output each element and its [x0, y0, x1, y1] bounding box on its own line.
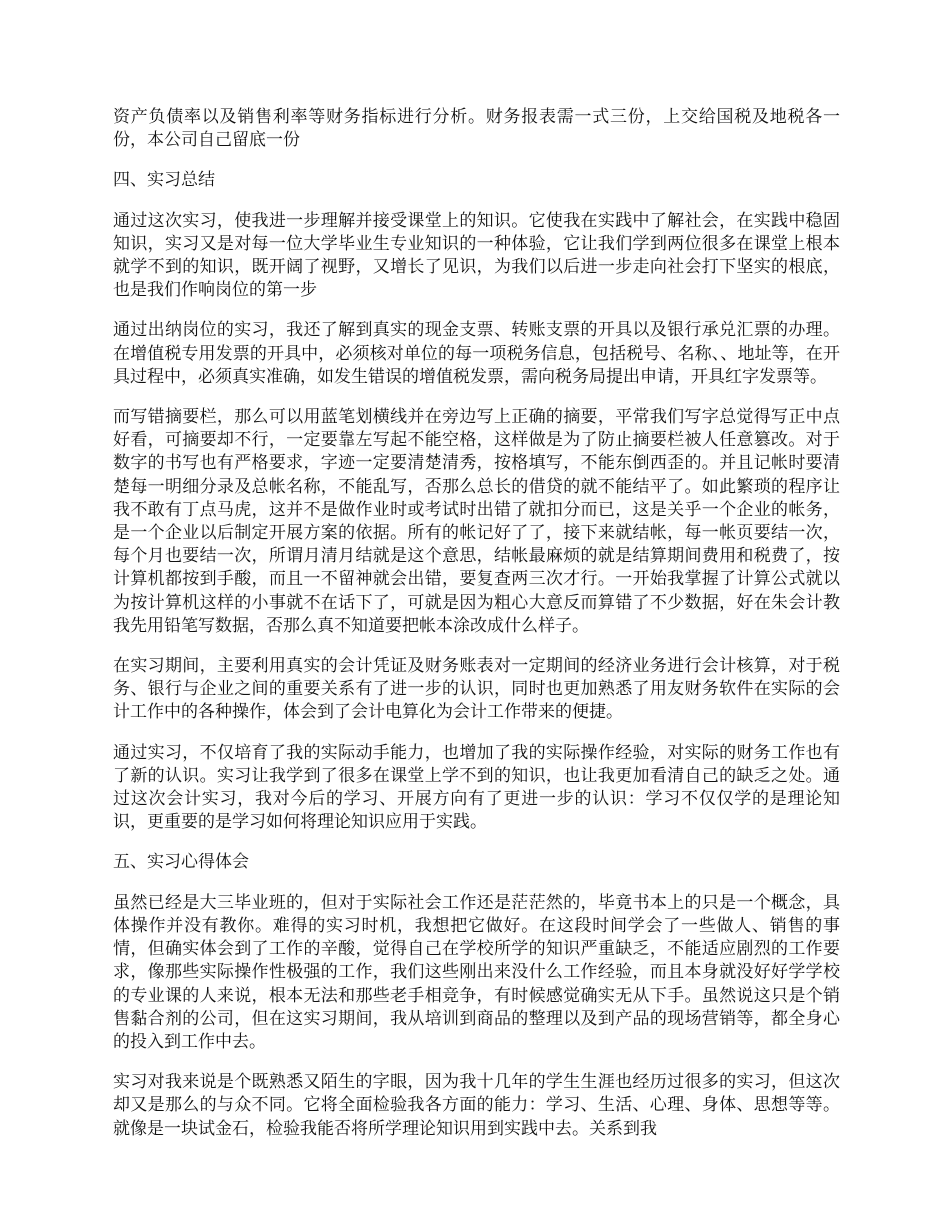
paragraph: 在实习期间，主要利用真实的会计凭证及财务账表对一定期间的经济业务进行会计核算，对于税务、银行与企业之间的重要关系有了进一步的认识，同时也更加熟悉了用友财务软件在实际的会计工作中的各种操作，体会到了会计电算化为会计工作带来的便捷。 — [113, 656, 840, 723]
paragraph: 而写错摘要栏，那么可以用蓝笔划横线并在旁边写上正确的摘要，平常我们写字总觉得写正中点好看，可摘要却不行，一定要靠左写起不能空格，这样做是为了防止摘要栏被人任意篡改。对于数字的书写也有严格要求，字迹一定要清楚清秀，按格填写，不能东倒西歪的。并且记帐时要清楚每一明细分录及总帐名称，不能乱写，否那么总长的借贷的就不能结平了。如此繁琐的程序让我不敢有丁点马虎，这并不是做作业时或考试时出错了就扣分而已，这是关乎一个企业的帐务，是一个企业以后制定开展方案的依据。所有的帐记好了了，接下来就结帐，每一帐页要结一次，每个月也要结一次，所谓月清月结就是这个意思，结帐最麻烦的就是结算期间费用和税费了，按计算机都按到手酸，而且一不留神就会出错，要复查两三次才行。一开始我掌握了计算公式就以为按计算机这样的小事就不在话下了，可就是因为粗心大意反而算错了不少数据，好在朱会计教我先用铅笔写数据，否那么真不知道要把帐本涂改成什么样子。 — [113, 407, 840, 636]
paragraph: 通过实习，不仅培育了我的实际动手能力，也增加了我的实际操作经验，对实际的财务工作也有了新的认识。实习让我学到了很多在课堂上学不到的知识，也让我更加看清自己的缺乏之处。通过这次会计实习，我对今后的学习、开展方向有了更进一步的认识：学习不仅仅学的是理论知识，更重要的是学习如何将理论知识应用于实践。 — [113, 742, 840, 833]
paragraph: 通过出纳岗位的实习，我还了解到真实的现金支票、转账支票的开具以及银行承兑汇票的办理。在增值税专用发票的开具中，必须核对单位的每一项税务信息，包括税号、名称、、地址等，在开具过程中，必须真实准确，如发生错误的增值税发票，需向税务局提出申请，开具红字发票等。 — [113, 320, 840, 387]
paragraph: 通过这次实习，使我进一步理解并接受课堂上的知识。它使我在实践中了解社会，在实践中稳固知识，实习又是对每一位大学毕业生专业知识的一种体验，它让我们学到两位很多在课堂上根本就学不到的知识，既开阔了视野，又增长了见识，为我们以后进一步走向社会打下坚实的根底，也是我们作响岗位的第一步 — [113, 210, 840, 301]
paragraph: 资产负债率以及销售利率等财务指标进行分析。财务报表需一式三份，上交给国税及地税各一份，本公司自己留底一份 — [113, 107, 840, 151]
paragraph: 虽然已经是大三毕业班的，但对于实际社会工作还是茫茫然的，毕竟书本上的只是一个概念，具体操作并没有教你。难得的实习时机，我想把它做好。在这段时间学会了一些做人、销售的事情，但确实体会到了工作的辛酸，觉得自己在学校所学的知识严重缺乏，不能适应剧烈的工作要求，像那些实际操作性极强的工作，我们这些刚出来没什么工作经验，而且本身就没好好学学校的专业课的人来说，根本无法和那些老手相竞争，有时候感觉确实无从下手。虽然说这只是个销售黏合剂的公司，但在这实习期间，我从培训到商品的整理以及到产品的现场营销等，都全身心的投入到工作中去。 — [113, 892, 840, 1052]
section-heading: 四、实习总结 — [113, 170, 215, 191]
paragraph: 实习对我来说是个既熟悉又陌生的字眼，因为我十几年的学生生涯也经历过很多的实习，但这次却又是那么的与众不同。它将全面检验我各方面的能力：学习、生活、心理、身体、思想等等。就像是一块试金石，检验我能否将所学理论知识用到实践中去。关系到我 — [113, 1072, 840, 1139]
section-heading: 五、实习心得体会 — [113, 852, 249, 873]
document-body — [113, 106, 840, 1158]
